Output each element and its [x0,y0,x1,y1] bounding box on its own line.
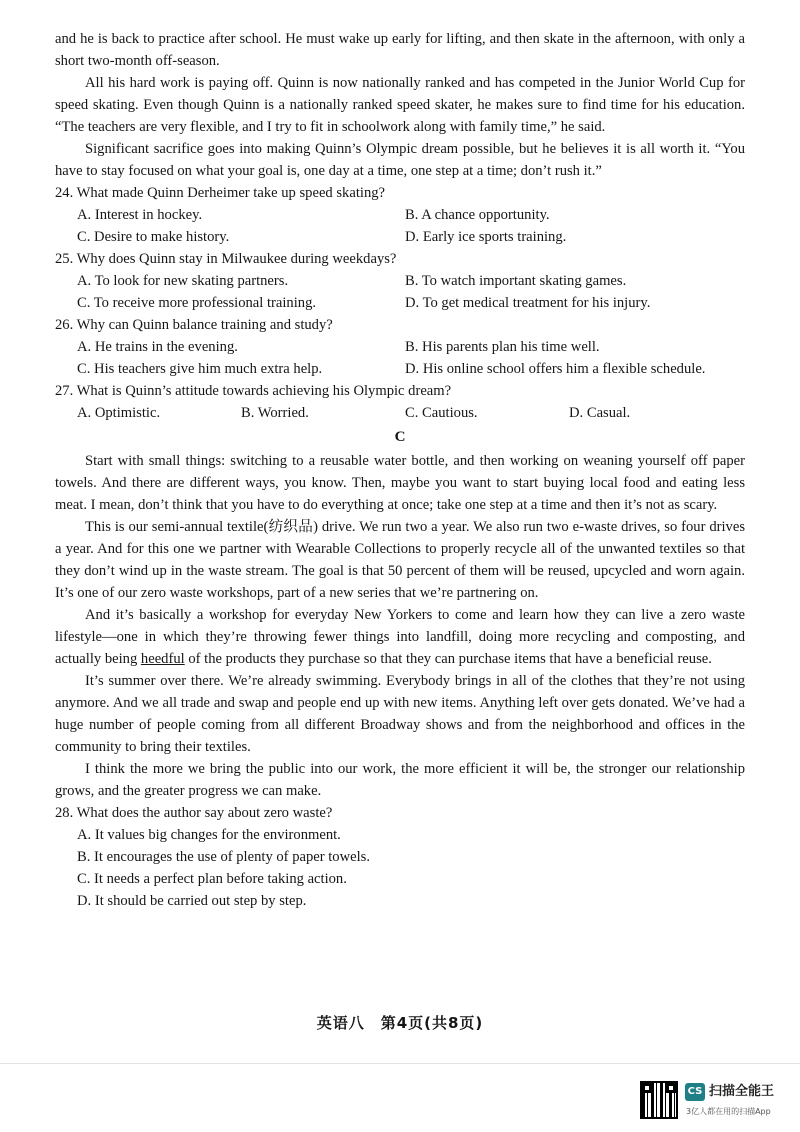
option-b[interactable]: B. It encourages the use of plenty of paper towels. [77,849,371,865]
option-c[interactable]: C. It needs a perfect plan before taking action. [77,871,347,887]
option-row [55,204,745,226]
option-d[interactable]: D. His online school offers him a flexible schedule. [405,361,706,377]
passage-c-paragraph: Start with small things: switching to a reusable water bottle, and then working on weaning yourself off paper towels. And there are different ways, you know. Then, maybe you want to start buying local food and eating less meat. I mean, don’t think that you have to do everything at once; take one step at a time and then it’s not as scary. [55,453,745,513]
question-25 [55,248,745,314]
question-stem: 25. Why does Quinn stay in Milwaukee during weekdays? [55,251,397,267]
passage-c-paragraph [55,604,745,670]
option-c[interactable]: C. His teachers give him much extra help. [77,361,323,377]
option-row [55,402,745,424]
option-c[interactable]: C. To receive more professional training. [77,295,317,311]
question-24 [55,182,745,248]
option-b[interactable]: B. A chance opportunity. [405,207,550,223]
option-d[interactable]: D. Casual. [569,405,631,421]
question-27 [55,380,745,424]
option-row [55,336,745,358]
option-a[interactable]: A. To look for new skating partners. [77,273,289,289]
option-d[interactable]: D. To get medical treatment for his injury. [405,295,651,311]
passage-c-paragraph: I think the more we bring the public into our work, the more efficient it will be, the stronger our relationship grows, and the greater progress we can make. [55,761,745,799]
question-stem: 28. What does the author say about zero waste? [55,805,333,821]
camscanner-logo-icon: CS [685,1083,705,1101]
option-a[interactable]: A. It values big changes for the environment. [77,827,341,843]
scanner-tagline: 3亿人都在用的扫描App [686,1107,771,1116]
passage-b-paragraph: Significant sacrifice goes into making Quinn’s Olympic dream possible, but he believes it is all worth it. “You have to stay focused on what your goal is, one day at a time, one step at a time; don’t rush it.” [55,141,745,179]
option-row [55,292,745,314]
option-c[interactable]: C. Desire to make history. [77,229,230,245]
option-row [55,868,745,890]
option-row [55,358,745,380]
paragraph-text: And it’s basically a workshop for everyday New Yorkers to come and learn how they can live a zero waste lifestyle—one in which they’re throwing fewer things into landfill, doing more recycling and composting, and actually being [55,607,745,667]
divider [0,1063,800,1064]
passage-b-paragraph: and he is back to practice after school. He must wake up early for lifting, and then skate in the afternoon, with only a short two-month off-season. [55,31,745,69]
option-a[interactable]: A. He trains in the evening. [77,339,238,355]
option-a[interactable]: A. Interest in hockey. [77,207,203,223]
question-stem: 26. Why can Quinn balance training and study? [55,317,333,333]
option-row [55,226,745,248]
option-c[interactable]: C. Cautious. [405,405,478,421]
page-content [55,28,745,912]
question-26 [55,314,745,380]
section-c-heading: C [394,429,406,445]
passage-b-paragraph: All his hard work is paying off. Quinn is now nationally ranked and has competed in the Junior World Cup for speed skating. Even though Quinn is a nationally ranked speed skater, he makes sure to find time for his education. “The teachers are very flexible, and I try to fit in schoolwork along with family time,” he said. [55,75,745,135]
underlined-word: heedful [140,651,185,667]
option-b[interactable]: B. His parents plan his time well. [405,339,600,355]
passage-c-paragraph: It’s summer over there. We’re already swimming. Everybody brings in all of the clothes that they’re not using anymore. And we all trade and swap and people end up with new items. Anything left over gets donated. We’ve had a huge number of people coming from all different Broadway shows and from the neighborhood and offices in the community to bring their textiles. [55,673,745,755]
page-footer: 英语八 第4页(共8页) [316,1014,484,1032]
passage-c-paragraph: This is our semi-annual textile(纺织品) drive. We run two a year. We also run two e-waste drives, so four drives a year. And for this one we partner with Wearable Collections to properly recycle all of the unwanted textiles so that they don’t wind up in the waste stream. The goal is that 50 percent of them will be reused, upcycled and worn again. It’s one of our zero waste workshops, part of a new series that we’re partnering on. [55,519,745,601]
option-b[interactable]: B. To watch important skating games. [405,273,627,289]
option-b[interactable]: B. Worried. [241,405,309,421]
option-a[interactable]: A. Optimistic. [77,405,161,421]
option-row [55,890,745,912]
option-row [55,270,745,292]
option-row [55,824,745,846]
question-stem: 27. What is Quinn’s attitude towards achieving his Olympic dream? [55,383,452,399]
paragraph-text: of the products they purchase so that they can purchase items that have a beneficial reuse. [184,651,712,667]
option-d[interactable]: D. Early ice sports training. [405,229,567,245]
qr-code-icon [640,1081,678,1119]
option-d[interactable]: D. It should be carried out step by step. [77,893,307,909]
scanner-app-name: 扫描全能王 [709,1084,775,1099]
question-28 [55,802,745,912]
option-row [55,846,745,868]
question-stem: 24. What made Quinn Derheimer take up speed skating? [55,185,386,201]
